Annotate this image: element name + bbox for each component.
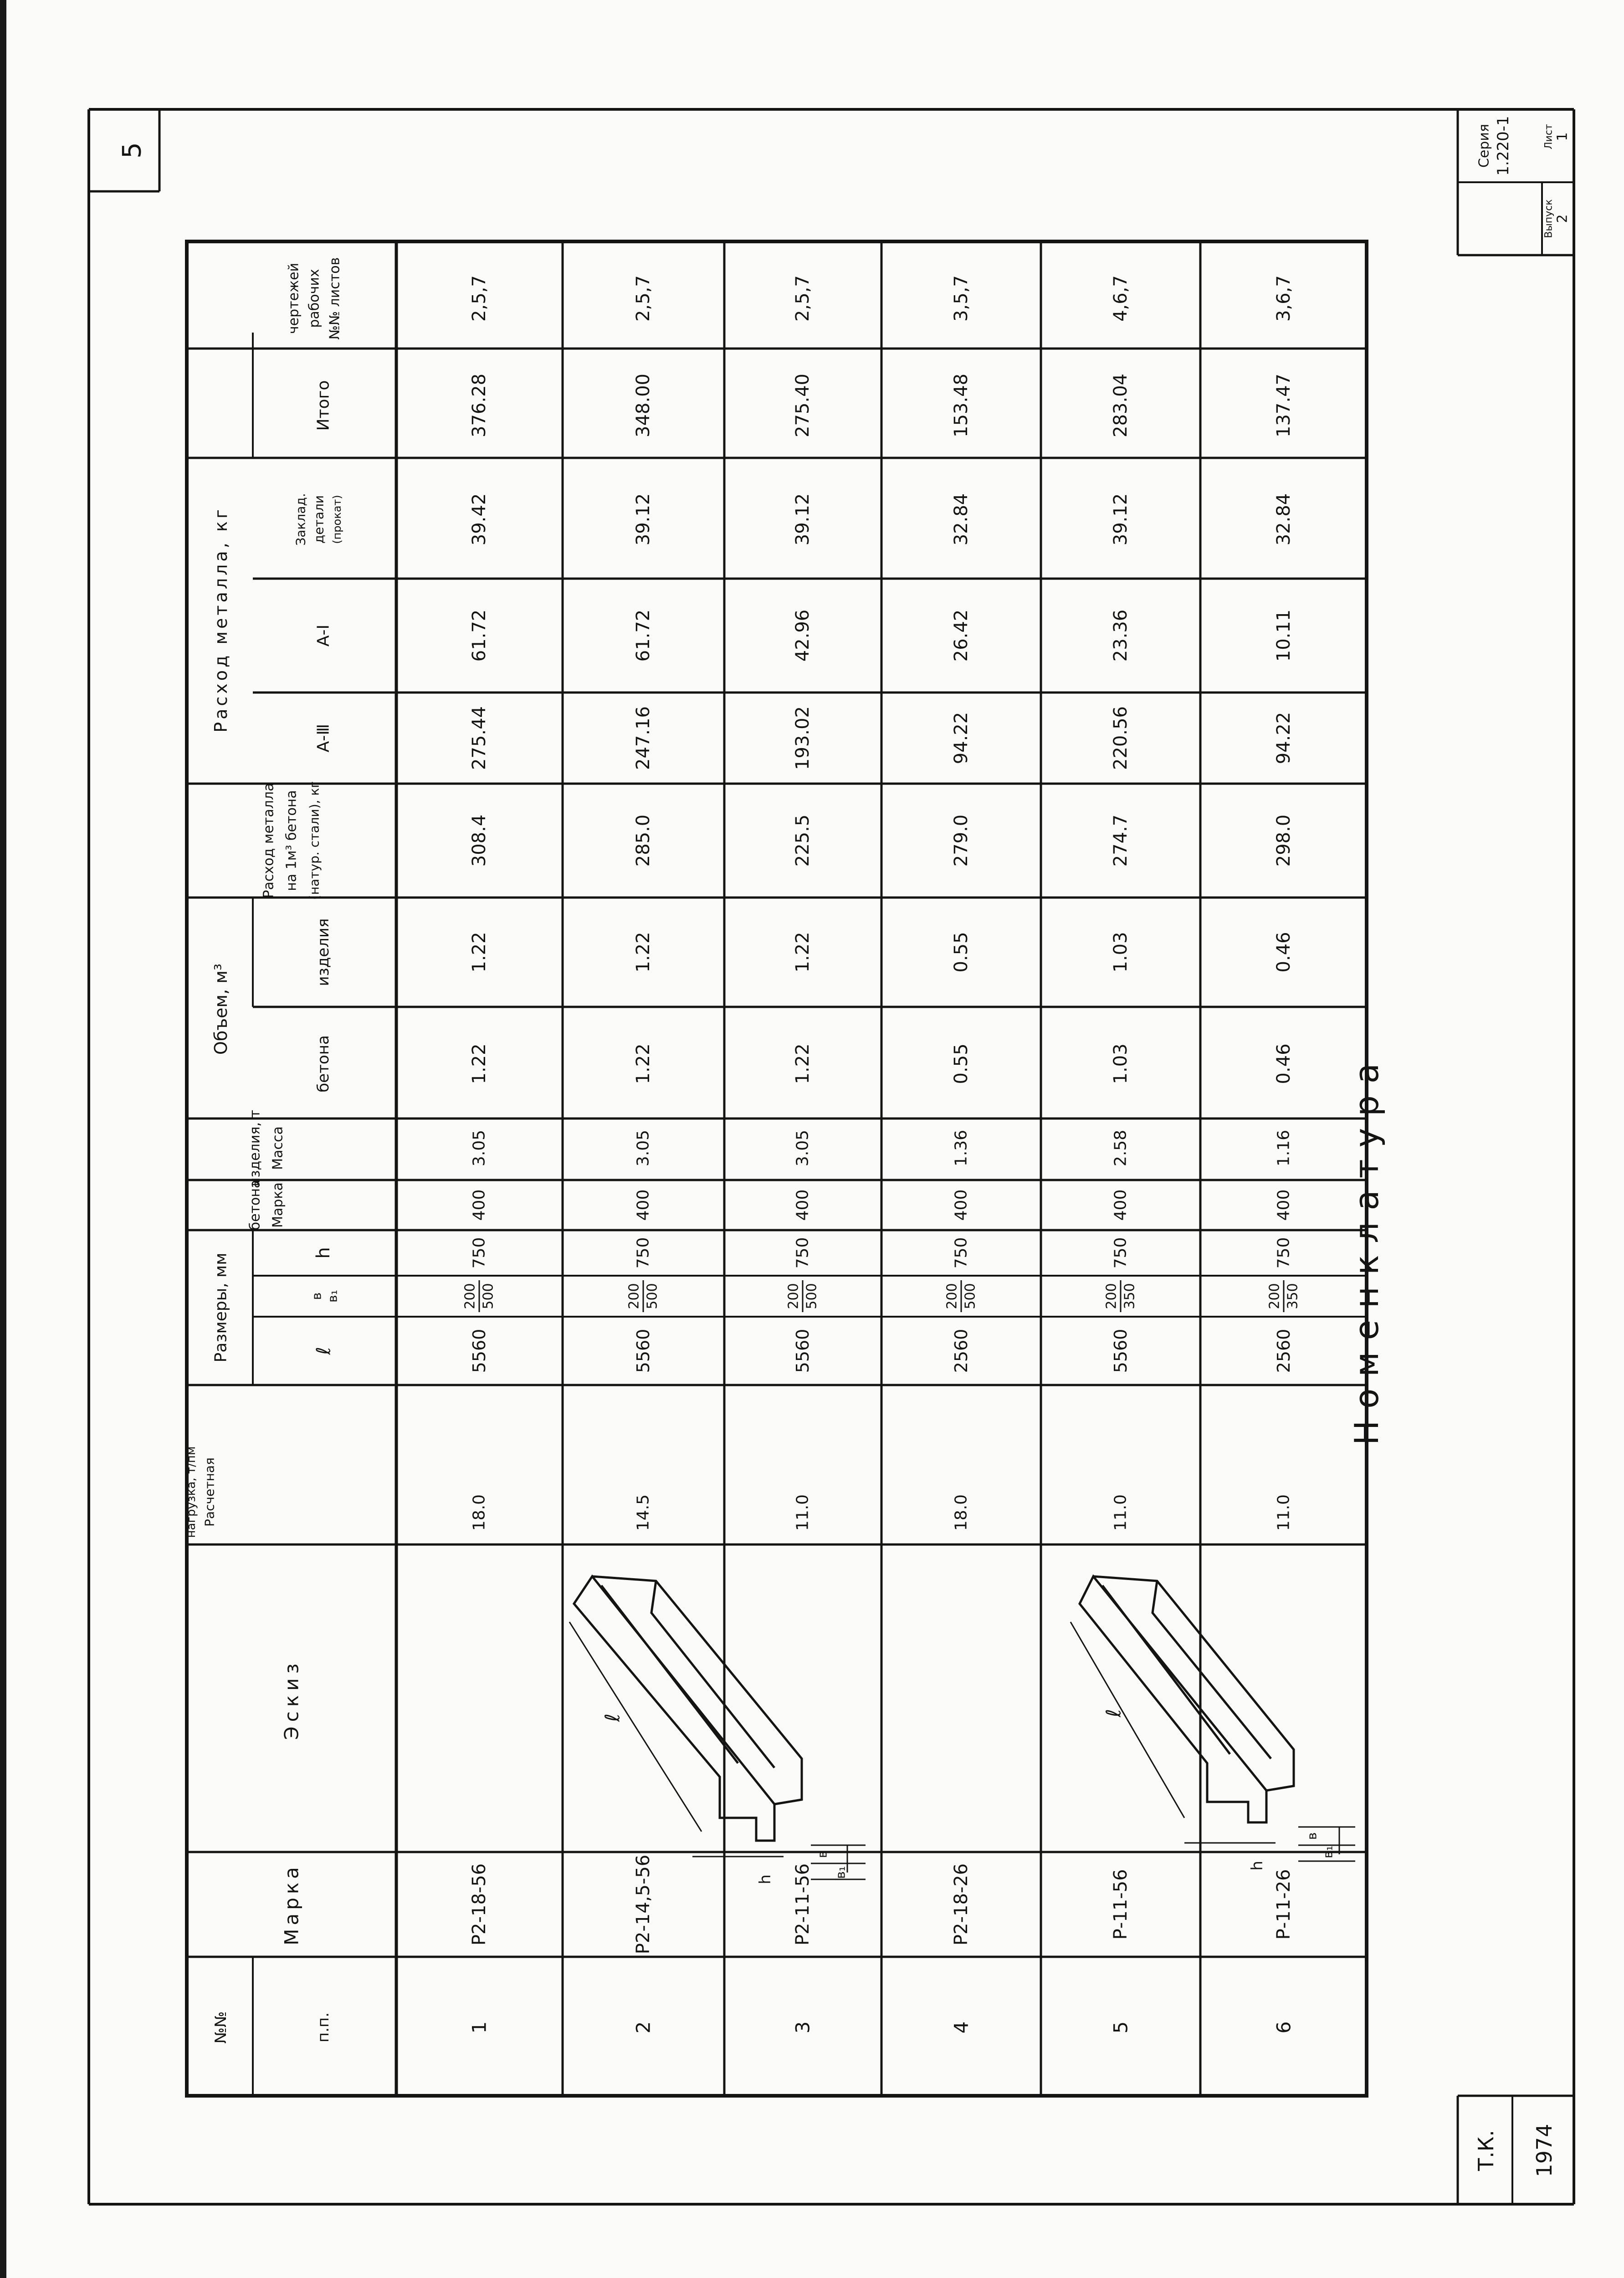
stamp-sheet-label: Лист: [1543, 124, 1555, 149]
cell-mass: 1.16: [1274, 1129, 1293, 1167]
cell-v-product: 0.46: [1273, 932, 1294, 973]
header-grade-1: Марка: [270, 1182, 286, 1228]
header-load-2: нагрузка, т/пм: [184, 1446, 198, 1538]
stamp-sheet-value: 1: [1554, 132, 1571, 141]
sketch2-width-label: в: [1304, 1832, 1320, 1840]
header-grade-2: бетона: [247, 1180, 263, 1231]
cell-grade: 400: [952, 1189, 971, 1221]
cell-b1: 350: [1122, 1283, 1138, 1309]
cell-v-product: 1.22: [792, 932, 813, 973]
cell-v-product: 1.22: [633, 932, 654, 973]
cell-h: 750: [793, 1237, 812, 1269]
cell-l: 5560: [793, 1329, 813, 1373]
header-size-b1: в₁: [325, 1290, 340, 1303]
table-row: [462, 275, 497, 2033]
cell-b: 200: [1103, 1283, 1120, 1309]
header-size-h: h: [313, 1247, 334, 1259]
table-row: [944, 275, 978, 2033]
cell-v-concrete: 1.22: [469, 1043, 490, 1084]
header-volume: Объем, м³: [211, 963, 231, 1055]
cell-embedded: 39.42: [469, 493, 490, 546]
stamp-issue-value: 2: [1554, 214, 1571, 223]
cell-l: 5560: [633, 1329, 653, 1373]
cell-h: 750: [634, 1237, 653, 1269]
cell-grade: 400: [634, 1189, 653, 1221]
header-metal-total: Итого: [314, 380, 333, 431]
table-row: [626, 275, 661, 2033]
header-size-b: в: [309, 1292, 324, 1300]
cell-h: 750: [470, 1237, 489, 1269]
cell-embedded: 39.12: [792, 493, 813, 546]
sketch2-height-label: h: [1248, 1861, 1266, 1871]
cell-b: 200: [626, 1283, 642, 1309]
cell-load: 11.0: [1111, 1494, 1130, 1531]
cell-n: 2: [632, 2021, 655, 2034]
stamp-issue-label: Выпуск: [1543, 199, 1555, 238]
cell-sheets: 2,5,7: [469, 275, 490, 322]
header-mass-1: Масса: [270, 1126, 286, 1170]
header-mark: Марка: [280, 1863, 303, 1945]
cell-b: 200: [944, 1283, 960, 1309]
header-sheets-line1: №№ листов: [327, 257, 343, 340]
cell-a3: 220.56: [1110, 706, 1131, 770]
cell-mark: Р2-18-56: [469, 1863, 490, 1946]
cell-b: 200: [1266, 1283, 1283, 1309]
cell-b: 200: [462, 1283, 478, 1309]
cell-b1: 500: [962, 1283, 978, 1309]
cell-steel-m3: 298.0: [1273, 814, 1294, 867]
header-sheets-line2: рабочих: [306, 269, 323, 328]
scan-edge: [0, 0, 6, 2278]
cell-sheets: 2,5,7: [633, 275, 654, 322]
cell-b1: 350: [1285, 1283, 1301, 1309]
cell-sheets: 2,5,7: [792, 275, 813, 322]
header-num-1: №№: [212, 2011, 230, 2044]
header-sheets-line3: чертежей: [286, 262, 302, 334]
cell-mark: Р2-18-26: [951, 1863, 972, 1946]
cell-mass: 3.05: [634, 1129, 653, 1167]
cell-mass: 3.05: [793, 1129, 812, 1167]
cell-load: 14.5: [634, 1494, 653, 1531]
cell-b: 200: [785, 1283, 802, 1309]
cell-v-product: 0.55: [951, 932, 972, 973]
cell-steel-m3: 285.0: [633, 814, 654, 867]
cell-sheets: 4,6,7: [1110, 275, 1131, 322]
beam-sketch-1: [569, 1576, 866, 1879]
cell-v-concrete: 0.46: [1273, 1043, 1294, 1084]
cell-a3: 247.16: [633, 706, 654, 770]
cell-embedded: 32.84: [951, 493, 972, 546]
cell-mass: 3.05: [470, 1129, 489, 1167]
sketch2-length-label: ℓ: [1102, 1708, 1126, 1718]
cell-steel-m3: 274.7: [1110, 814, 1131, 867]
cell-n: 1: [468, 2021, 491, 2034]
cell-mark: Р2-11-56: [792, 1863, 813, 1946]
cell-mass: 1.36: [952, 1129, 971, 1167]
cell-steel-m3: 225.5: [792, 814, 813, 867]
cell-v-concrete: 1.03: [1110, 1043, 1131, 1084]
table-header: [184, 257, 343, 2044]
cell-mass: 2.58: [1111, 1129, 1130, 1167]
header-steel-per-m3-1: Расход металла: [261, 783, 277, 898]
cell-total: 283.04: [1110, 374, 1131, 437]
header-steel-per-m3-3: (натур. стали), кг: [307, 781, 322, 900]
cell-total: 275.40: [792, 374, 813, 437]
cell-h: 750: [952, 1237, 971, 1269]
drawing-title: Номенклатура: [1347, 1052, 1386, 1445]
nomenclature-table: [187, 241, 1367, 2096]
sketch1-width1-label: в₁: [833, 1866, 848, 1879]
cell-mark: Р-11-56: [1110, 1869, 1131, 1940]
header-load-1: Расчетная: [202, 1457, 217, 1527]
cell-n: 5: [1109, 2021, 1132, 2034]
header-sizes: Размеры, мм: [211, 1252, 231, 1363]
cell-a1: 10.11: [1273, 609, 1294, 662]
table-row: [1104, 275, 1138, 2033]
cell-mark: Р-11-26: [1273, 1869, 1294, 1940]
cell-load: 11.0: [1274, 1494, 1293, 1531]
org-code: Т.К.: [1474, 2129, 1498, 2171]
cell-b1: 500: [804, 1283, 820, 1309]
cell-n: 4: [950, 2021, 973, 2034]
header-metal-a1: А-I: [314, 624, 333, 647]
cell-a3: 94.22: [951, 712, 972, 764]
header-volume-concrete: бетона: [314, 1035, 333, 1093]
cell-a1: 61.72: [633, 609, 654, 662]
cell-total: 137.47: [1273, 374, 1294, 437]
cell-a1: 42.96: [792, 609, 813, 662]
cell-total: 348.00: [633, 374, 654, 437]
cell-l: 5560: [1111, 1329, 1131, 1373]
sketch1-width-label: в: [815, 1850, 830, 1858]
beam-sketch-2: [1071, 1576, 1355, 1861]
cell-h: 750: [1111, 1237, 1130, 1269]
cell-l: 5560: [469, 1329, 489, 1373]
stamp-series-value: 1.220-1: [1494, 116, 1512, 176]
sketch2-width1-label: в₁: [1320, 1846, 1336, 1858]
header-metal: Расход металла, кг: [211, 507, 231, 733]
cell-a3: 94.22: [1273, 712, 1294, 764]
stamp-series-label: Серия: [1476, 124, 1492, 168]
cell-total: 376.28: [469, 374, 490, 437]
series-stamp: [1476, 116, 1571, 238]
cell-mark: Р2-14,5-56: [633, 1854, 654, 1955]
year: 1974: [1532, 2124, 1557, 2177]
cell-v-product: 1.22: [469, 932, 490, 973]
cell-embedded: 39.12: [633, 493, 654, 546]
header-mass-2: изделия, т: [247, 1110, 263, 1186]
cell-v-product: 1.03: [1110, 932, 1131, 973]
header-sketch: Эскиз: [280, 1659, 303, 1740]
cell-sheets: 3,6,7: [1273, 275, 1294, 322]
cell-n: 3: [791, 2021, 814, 2034]
cell-v-concrete: 0.55: [951, 1043, 972, 1084]
table-row: [1267, 275, 1301, 2033]
cell-grade: 400: [1111, 1189, 1130, 1221]
cell-a1: 26.42: [951, 609, 972, 662]
cell-steel-m3: 308.4: [469, 814, 490, 867]
page-number: 5: [117, 142, 147, 159]
cell-embedded: 32.84: [1273, 493, 1294, 546]
cell-a3: 275.44: [469, 706, 490, 770]
header-volume-product: изделия: [314, 918, 333, 986]
cell-load: 11.0: [793, 1494, 812, 1531]
header-num-2: п.п.: [314, 2012, 333, 2043]
sketch1-length-label: ℓ: [601, 1713, 625, 1722]
cell-l: 2560: [1274, 1329, 1294, 1373]
cell-embedded: 39.12: [1110, 493, 1131, 546]
header-metal-a3: А-Ⅲ: [314, 723, 333, 753]
cell-b1: 500: [480, 1283, 497, 1309]
cell-total: 153.48: [951, 374, 972, 437]
cell-a1: 23.36: [1110, 609, 1131, 662]
header-metal-embedded-3: (прокат): [331, 495, 343, 544]
cell-v-concrete: 1.22: [792, 1043, 813, 1084]
header-steel-per-m3-2: на 1м³ бетона: [283, 790, 300, 891]
cell-grade: 400: [470, 1189, 489, 1221]
cell-a1: 61.72: [469, 609, 490, 662]
sketch1-height-label: h: [756, 1874, 774, 1884]
cell-load: 18.0: [952, 1494, 971, 1531]
cell-v-concrete: 1.22: [633, 1043, 654, 1084]
header-metal-embedded-2: детали: [311, 495, 327, 544]
cell-steel-m3: 279.0: [951, 814, 972, 867]
cell-l: 2560: [951, 1329, 971, 1373]
header-metal-embedded-1: Заклад.: [293, 493, 308, 546]
cell-sheets: 3,5,7: [951, 275, 972, 322]
cell-grade: 400: [793, 1189, 812, 1221]
cell-grade: 400: [1274, 1189, 1293, 1221]
cell-b1: 500: [644, 1283, 661, 1309]
cell-n: 6: [1272, 2021, 1295, 2034]
cell-h: 750: [1274, 1237, 1293, 1269]
cell-load: 18.0: [470, 1494, 489, 1531]
header-size-l: ℓ: [312, 1347, 335, 1355]
cell-a3: 193.02: [792, 706, 813, 770]
